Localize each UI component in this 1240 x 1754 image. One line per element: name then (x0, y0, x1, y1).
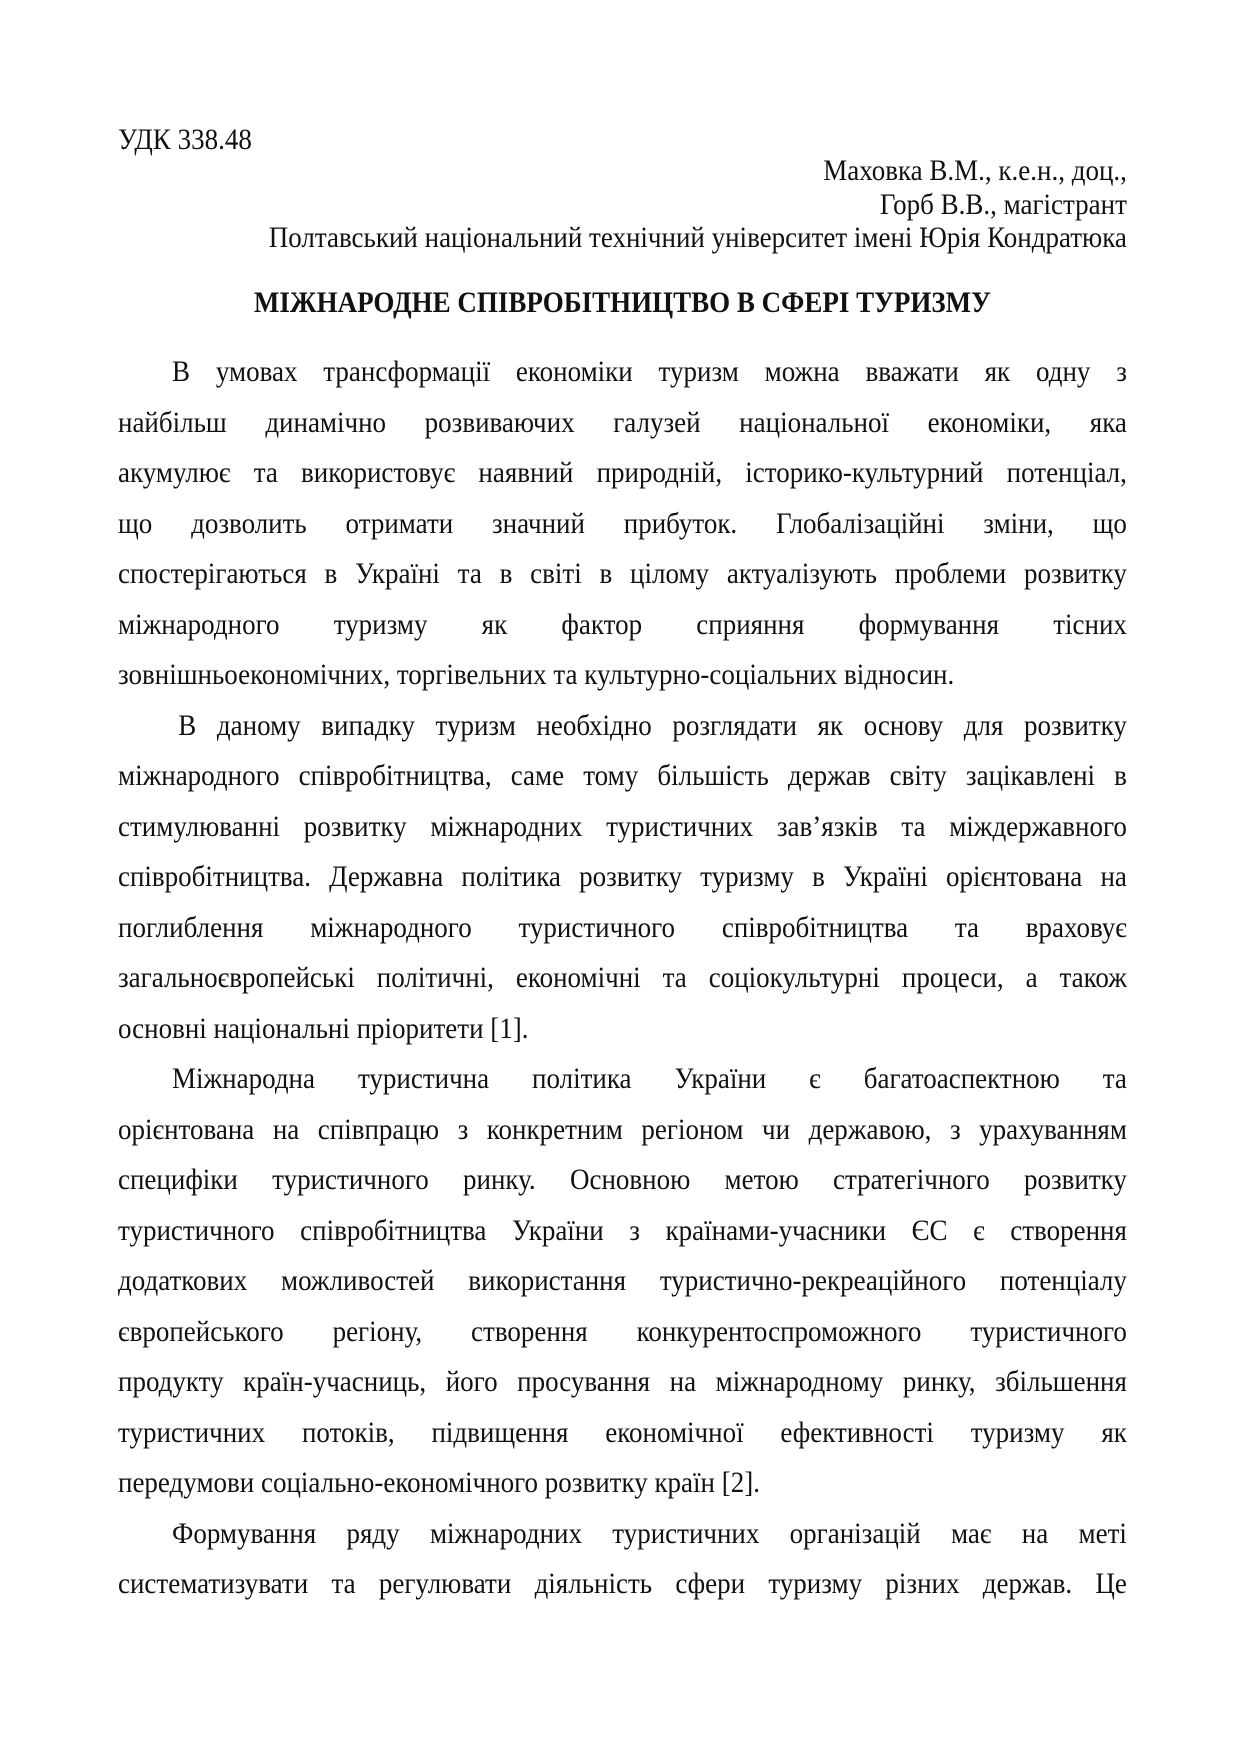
text-line: акумулює та використовує наявний природній, історико-культурний потенціал, (118, 456, 1127, 489)
text-line: додаткових можливостей використання туристично-рекреаційного потенціалу (118, 1264, 1127, 1297)
text-line: основні національні пріоритети [1]. (118, 1011, 529, 1045)
text-line: систематизувати та регулювати діяльність сфери туризму різних держав. Це (118, 1567, 1127, 1600)
text-line: орієнтована на співпрацю з конкретним регіоном чи державою, з урахуванням (118, 1112, 1127, 1146)
text-line: Міжнародна туристична політика України є багатоаспектною та (172, 1062, 1127, 1095)
text-line: співробітництва. Державна політика розвитку туризму в Україні орієнтована на (118, 860, 1127, 893)
text-line: найбільш динамічно розвиваючих галузей національної економіки, яка (118, 405, 1127, 439)
author-2: Горб В.В., магістрант (879, 188, 1127, 221)
text-line: міжнародного співробітництва, саме тому більшість держав світу зацікавлені в (118, 759, 1127, 792)
text-line: передумови соціально-економічного розвитку країн [2]. (118, 1466, 760, 1499)
text-line: поглиблення міжнародного туристичного співробітництва та враховує (118, 910, 1127, 944)
text-line: що дозволить отримати значний прибуток. Глобалізаційні зміни, що (118, 506, 1127, 540)
document-page (118, 0, 1127, 1754)
paragraph (118, 1054, 1127, 1509)
paragraph (118, 701, 1127, 1055)
text-line: В умовах трансформації економіки туризм можна вважати як одну з (172, 355, 1127, 388)
article-body (118, 347, 1127, 1610)
text-line: В даному випадку туризм необхідно розглядати як основу для розвитку (178, 708, 1127, 742)
udk-code: УДК 338.48 (118, 123, 252, 156)
text-line: загальноєвропейські політичні, економічні та соціокультурні процеси, а також (118, 961, 1127, 994)
text-line: спостерігаються в Україні та в світі в цілому актуалізують проблеми розвитку (118, 557, 1127, 590)
paragraph (118, 347, 1127, 701)
text-line: Формування ряду міжнародних туристичних організацій має на меті (172, 1516, 1127, 1550)
text-line: туристичних потоків, підвищення економічної ефективності туризму як (118, 1415, 1127, 1449)
text-line: стимулюванні розвитку міжнародних туристичних зав’язків та міждержавного (118, 809, 1127, 843)
author-1: Маховка В.М., к.е.н., доц., (823, 154, 1127, 187)
text-line: специфіки туристичного ринку. Основною метою стратегічного розвитку (118, 1163, 1127, 1196)
paragraph (118, 1509, 1127, 1610)
text-line: зовнішньоекономічних, торгівельних та культурно-соціальних відносин. (118, 658, 955, 691)
text-line: туристичного співробітництва України з країнами-учасники ЄС є створення (118, 1213, 1127, 1247)
text-line: продукту країн-учасниць, його просування на міжнародному ринку, збільшення (118, 1365, 1127, 1398)
text-line: міжнародного туризму як фактор сприяння формування тісних (118, 607, 1127, 641)
text-line: європейського регіону, створення конкурентоспроможного туристичного (118, 1314, 1127, 1348)
article-title: МІЖНАРОДНЕ СПІВРОБІТНИЦТВО В СФЕРІ ТУРИЗМУ (253, 286, 991, 319)
affiliation: Полтавський національний технічний університет імені Юрія Кондратюка (268, 221, 1127, 254)
